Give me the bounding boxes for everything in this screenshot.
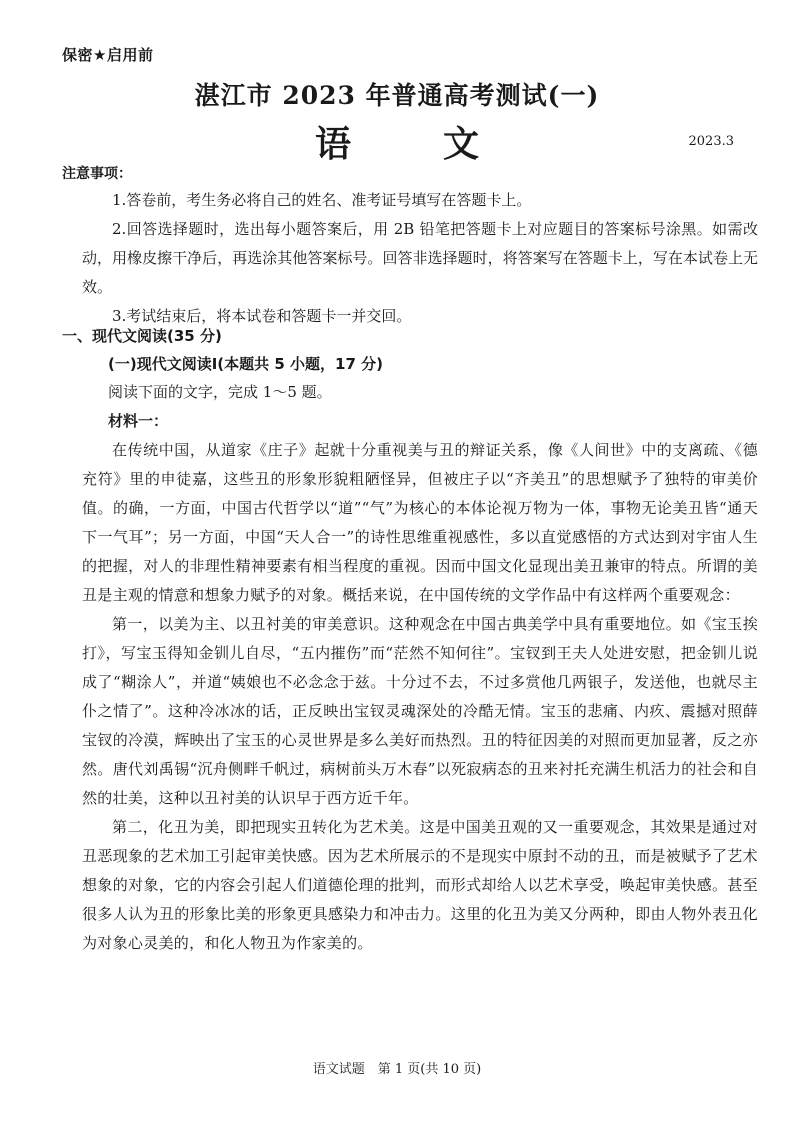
exam-title: 湛江市 2023 年普通高考测试(一) [194, 81, 600, 110]
passage-paragraph: 第一，以美为主、以丑衬美的审美意识。这种观念在中国古典美学中具有重要地位。如《宝玉挨打》，写宝玉得知金钏儿自尽，“五内摧伤”而“茫然不知何往”。宝钗到王夫人处进安慰，把金钏儿说成了“糊涂人”，并道“姨娘也不必念念于兹。十分过不去，不过多赏他几两银子，发送他，也就尽主仆之情了”。这种冷冰冰的话，正反映出宝钗灵魂深处的冷酷无情。宝玉的悲痛、内疚、震撼对照薛宝钗的冷漠，辉映出了宝玉的心灵世界是多么美好而热烈。丑的特征因美的对照而更加显著，反之亦然。唐代刘禹锡“沉舟侧畔千帆过，病树前头万木春”以死寂病态的丑来衬托充满生机活力的社会和自然的壮美，这种以丑衬美的认识早于西方近千年。 [82, 615, 758, 807]
note-item: 3.考试结束后，将本试卷和答题卡一并交回。 [112, 307, 412, 325]
section-heading: 一、现代文阅读(35 分) [62, 327, 222, 345]
note-item: 2.回答选择题时，选出每小题答案后，用 2B 铅笔把答题卡上对应题目的答案标号涂黑。如需改动，用橡皮擦干净后，再选涂其他答案标号。回答非选择题时，将答案写在答题卡上，写在本试卷上无效。 [82, 220, 758, 296]
reading-passage [82, 436, 758, 958]
exam-date: 2023.3 [688, 134, 734, 149]
passage-paragraph: 第二，化丑为美，即把现实丑转化为艺术美。这是中国美丑观的又一重要观念，其效果是通过对丑恶现象的艺术加工引起审美快感。因为艺术所展示的不是现实中原封不动的丑，而是被赋予了艺术想象的对象，它的内容会引起人们道德伦理的批判，而形式却给人以艺术享受，唤起审美快感。甚至很多人认为丑的形象比美的形象更具感染力和冲击力。这里的化丑为美又分两种，即由人物外表丑化为对象心灵美的，和化人物丑为作家美的。 [82, 818, 758, 952]
notes-list [82, 186, 758, 331]
page-footer: 语文试题 第 1 页(共 10 页) [312, 1062, 482, 1077]
note-item: 1.答卷前，考生务必将自己的姓名、准考证号填写在答题卡上。 [112, 191, 532, 209]
reading-instruction: 阅读下面的文字，完成 1～5 题。 [108, 383, 332, 401]
notes-heading: 注意事项： [62, 166, 132, 182]
subsection-heading: (一)现代文阅读Ⅰ(本题共 5 小题，17 分) [108, 355, 383, 373]
subject-title: 语 文 [314, 123, 507, 165]
material-label: 材料一： [108, 412, 169, 430]
confidential-mark: 保密★启用前 [62, 46, 154, 64]
passage-paragraph: 在传统中国，从道家《庄子》起就十分重视美与丑的辩证关系，像《人间世》中的支离疏、《德充符》里的申徒嘉，这些丑的形象形貌粗陋怪异，但被庄子以“齐美丑”的思想赋予了独特的审美价值。的确，一方面，中国古代哲学以“道”“气”为核心的本体论视万物为一体，事物无论美丑皆“通天下一气耳”；另一方面，中国“天人合一”的诗性思维重视感性，多以直觉感悟的方式达到对宇宙人生的把握，对人的非理性精神要素有相当程度的重视。因而中国文化显现出美丑兼审的特点。所谓的美丑是主观的情意和想象力赋予的对象。概括来说，在中国传统的文学作品中有这样两个重要观念： [82, 441, 758, 604]
